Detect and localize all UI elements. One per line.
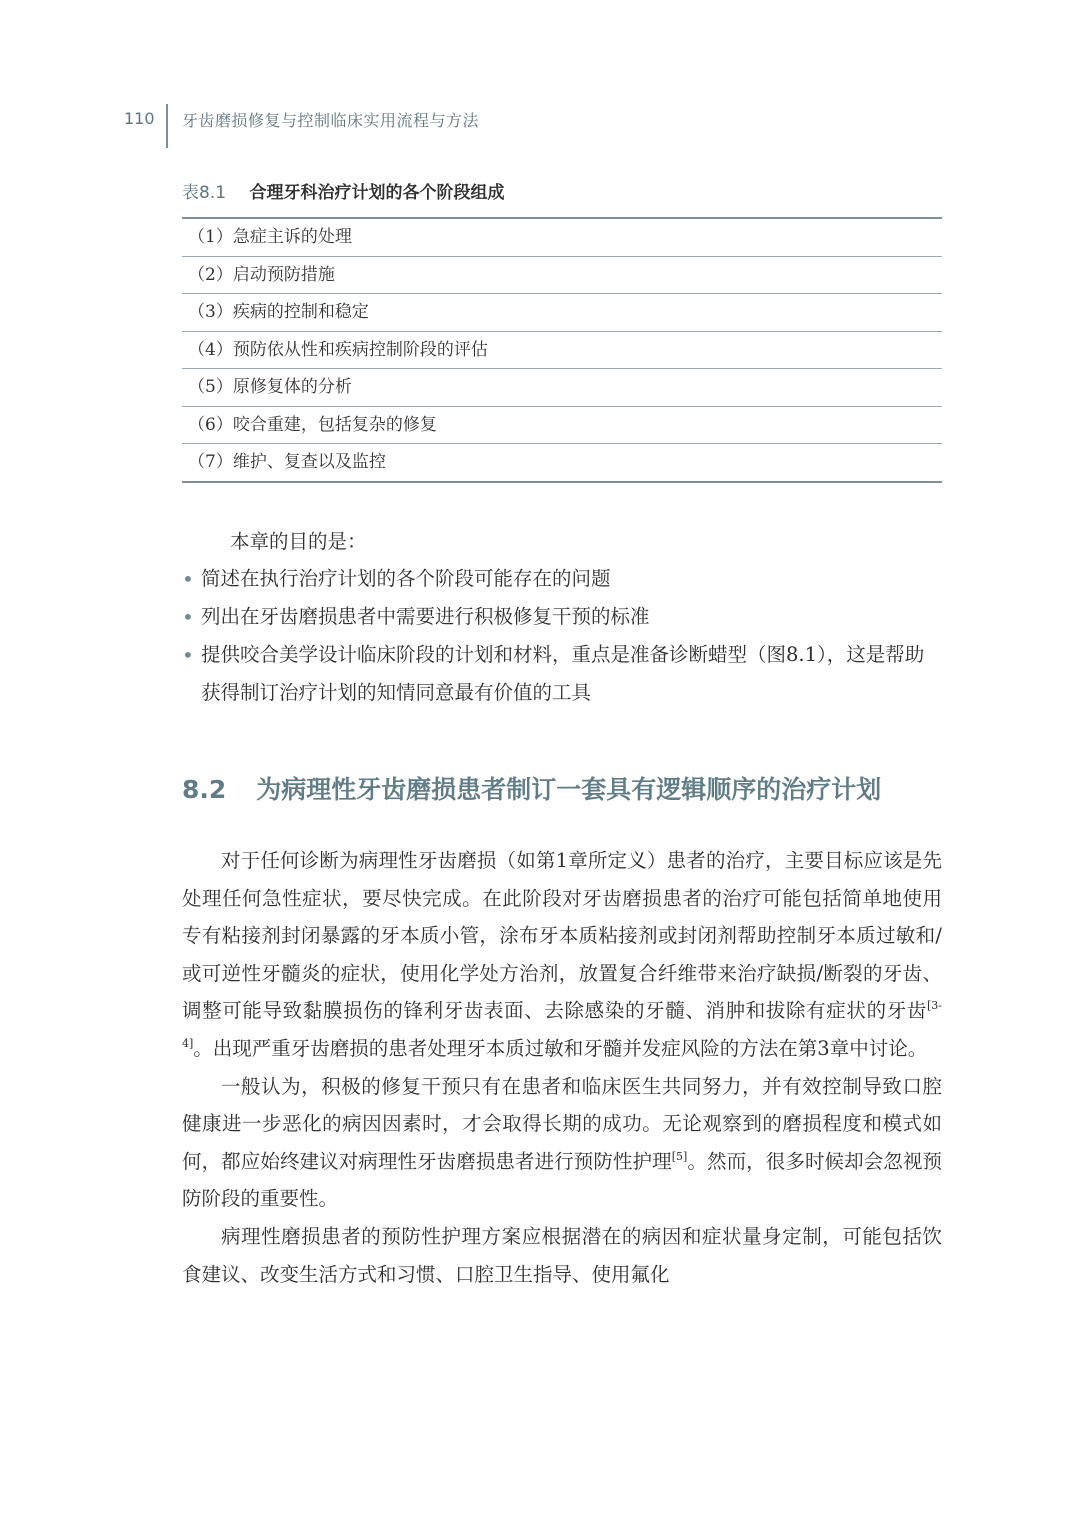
bullet-text: 提供咬合美学设计临床阶段的计划和材料，重点是准备诊断蜡型（图8.1），这是帮助获得制订治疗计划的知情同意最有价值的工具 [201,643,925,704]
citation-ref: [3-4] [182,999,942,1050]
chapter-aims [182,524,942,712]
stage-table [182,217,942,483]
table-row: （1）急症主诉的处理 [188,227,352,247]
paragraph [182,1068,942,1218]
body-text [182,842,942,1293]
paragraph-text: 病理性磨损患者的预防性护理方案应根据潜在的病因和症状量身定制，可能包括饮食建议、改变生活方式和习惯、口腔卫生指导、使用氟化 [182,1224,942,1286]
running-head: 牙齿磨损修复与控制临床实用流程与方法 [182,111,480,130]
bullet-text: 列出在牙齿磨损患者中需要进行积极修复干预的标准 [201,605,650,628]
page-header [0,104,1080,148]
list-item [182,560,942,598]
paragraph-text: 一般认为，积极的修复干预只有在患者和临床医生共同努力，并有效控制导致口腔健康进一步恶化的病因因素时，才会取得长期的成功。无论观察到的磨损程度和模式如何，都应始终建议对病理性牙齿磨损患者进行预防性护理 [182,1074,942,1173]
table-row: （2）启动预防措施 [182,256,942,294]
citation-ref: [5] [671,1149,688,1163]
section-number: 8.2 [182,775,227,804]
paragraph-text: 。出现严重牙齿磨损的患者处理牙本质过敏和牙髓并发症风险的方法在第3章中讨论。 [193,1036,928,1060]
table-number: 表8.1 [182,183,227,203]
section-heading [182,770,962,806]
table-row: （3）疾病的控制和稳定 [182,293,942,331]
header-divider [166,104,168,148]
bullet-icon: • [182,643,194,667]
paragraph [182,842,942,1068]
paragraph [182,1218,942,1293]
table-row: （4）预防依从性和疾病控制阶段的评估 [182,331,942,369]
list-item [182,598,942,636]
list-item [182,636,942,712]
table-title: 合理牙科治疗计划的各个阶段组成 [249,183,505,203]
table-row: （6）咬合重建，包括复杂的修复 [182,406,942,444]
bullet-icon: • [182,605,194,629]
table-caption [182,178,504,203]
page-number: 110 [124,109,155,128]
section-title: 为病理性牙齿磨损患者制订一套具有逻辑顺序的治疗计划 [256,775,882,804]
bullet-text: 简述在执行治疗计划的各个阶段可能存在的问题 [201,567,611,590]
bullet-icon: • [182,567,194,591]
paragraph-text: 对于任何诊断为病理性牙齿磨损（如第1章所定义）患者的治疗，主要目标应该是先处理任何急性症状，要尽快完成。在此阶段对牙齿磨损患者的治疗可能包括简单地使用专有粘接剂封闭暴露的牙本质小管，涂布牙本质粘接剂或封闭剂帮助控制牙本质过敏和/或可逆性牙髓炎的症状，使用化学处方治剂，放置复合纤维带来治疗缺损/断裂的牙齿、调整可能导致黏膜损伤的锋利牙齿表面、去除感染的牙髓、消肿和拔除有症状的牙齿 [182,849,942,1023]
table-row: （7）维护、复查以及监控 [182,443,942,481]
aims-lead: 本章的目的是： [230,530,367,553]
paragraph-text: 。然而，很多时候却会忽视预防阶段的重要性。 [182,1149,942,1211]
table-row: （5）原修复体的分析 [182,368,942,406]
